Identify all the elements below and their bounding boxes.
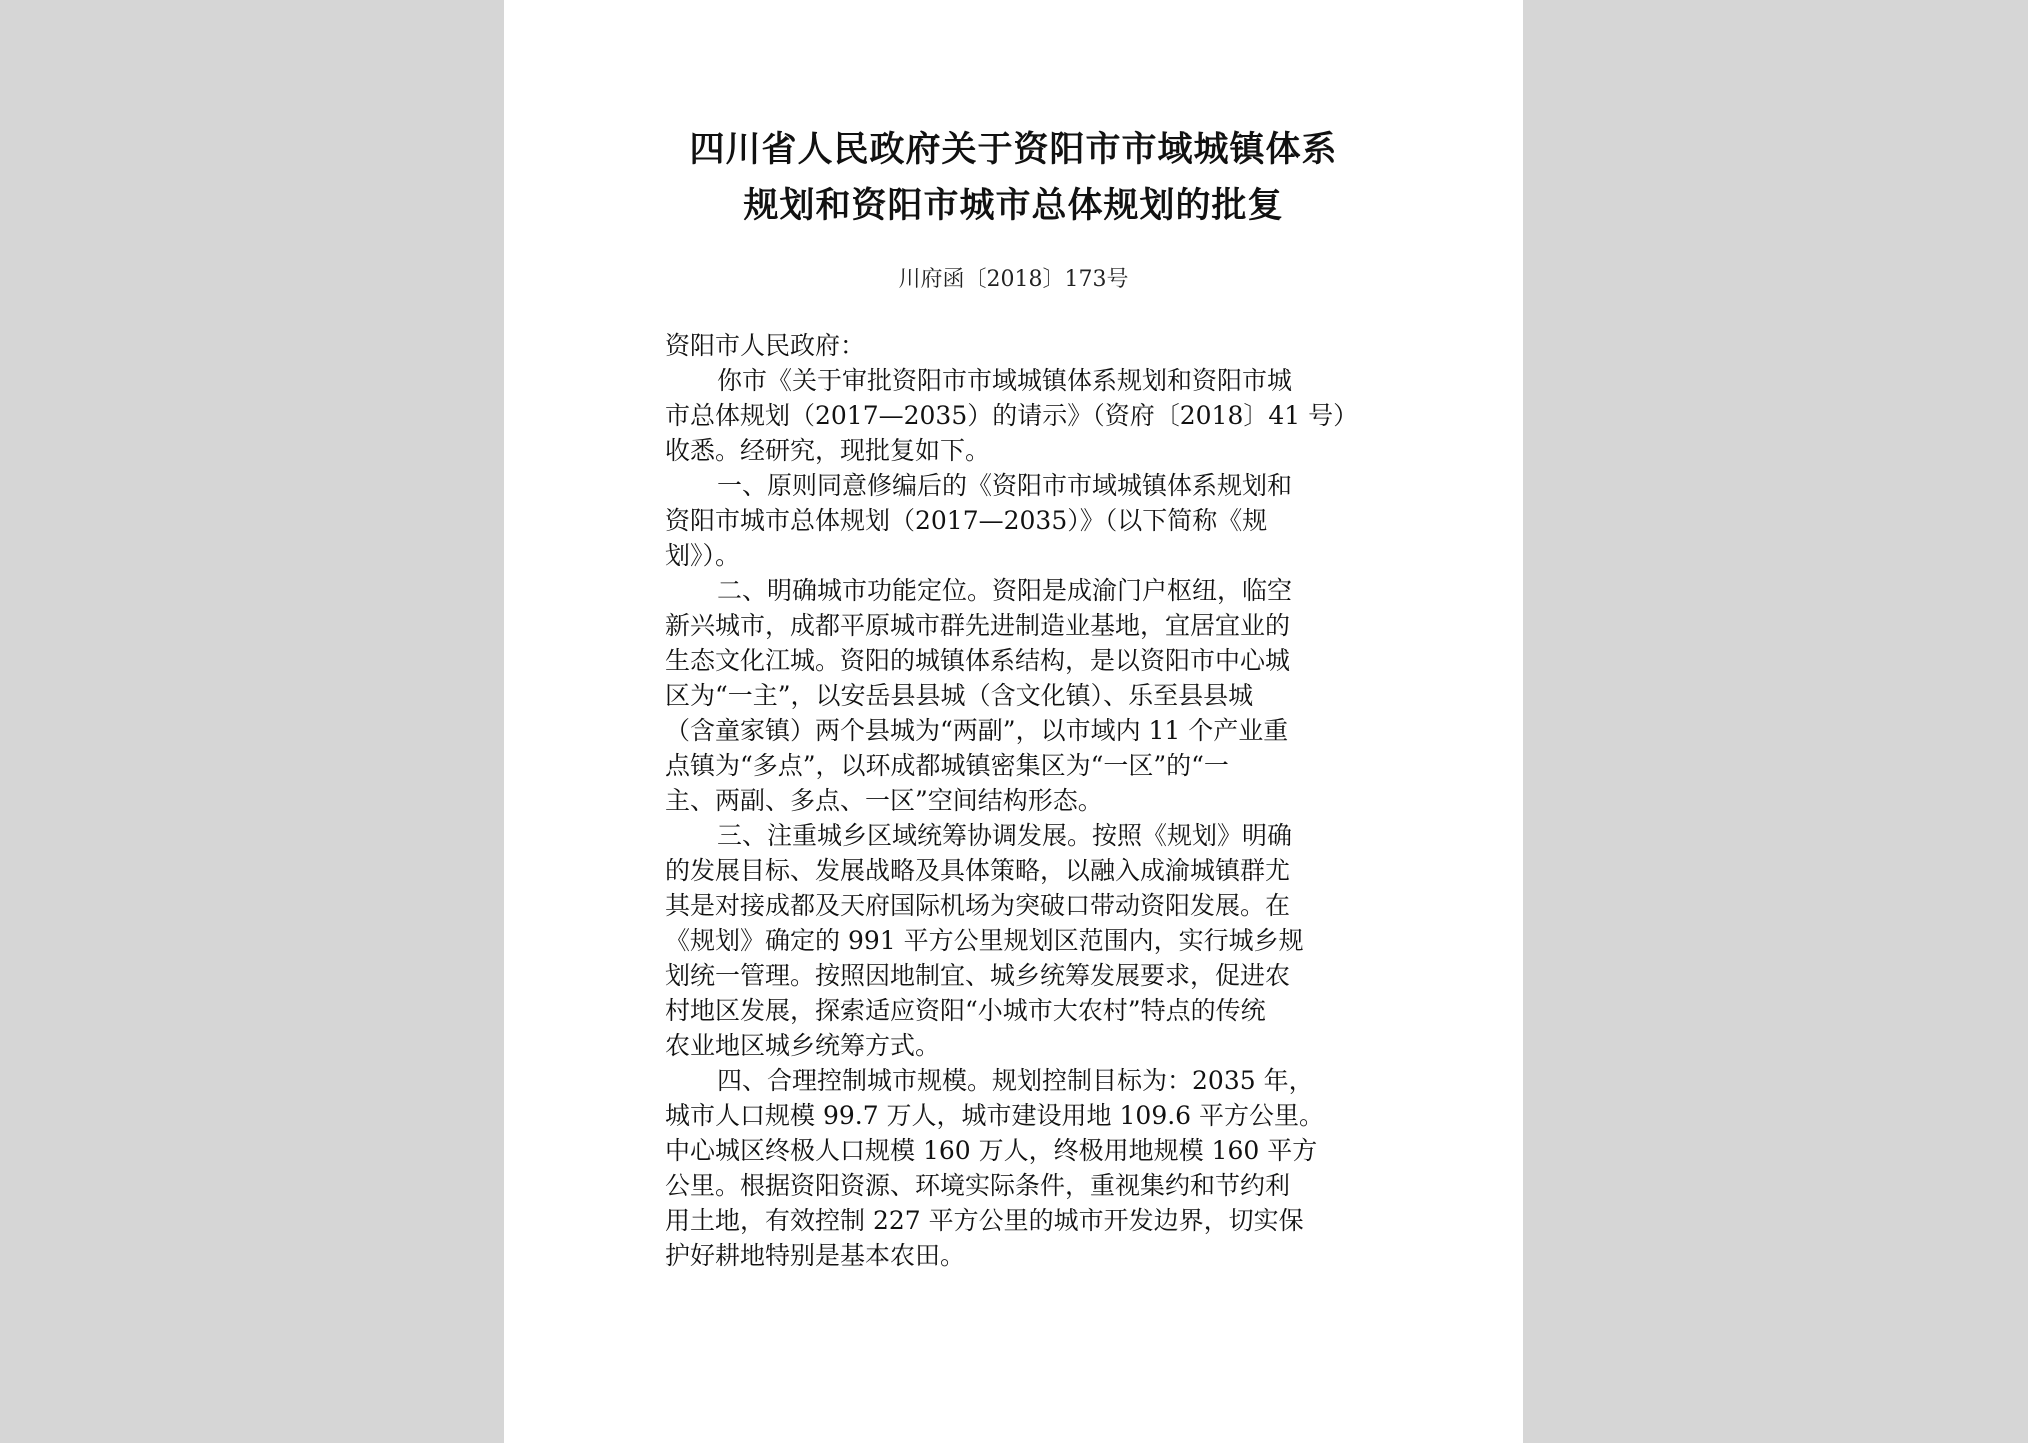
body-text-line: 公里。根据资阳资源、环境实际条件，重视集约和节约利 xyxy=(665,1171,1291,1200)
body-text-line: 资阳市人民政府： xyxy=(665,331,866,360)
body-text-line: 点镇为“多点”，以环成都城镇密集区为“一区”的“一 xyxy=(665,751,1229,780)
body-text-line: 《规划》确定的 991 平方公里规划区范围内，实行城乡规 xyxy=(665,926,1304,955)
body-text-line: 主、两副、多点、一区”空间结构形态。 xyxy=(665,786,1103,815)
body-text-line: 其是对接成都及天府国际机场为突破口带动资阳发展。在 xyxy=(665,891,1291,920)
body-text-line: 生态文化江城。资阳的城镇体系结构，是以资阳市中心城 xyxy=(665,646,1291,675)
document-title-line-2: 规划和资阳市城市总体规划的批复 xyxy=(743,185,1284,226)
document-body xyxy=(665,328,1375,1273)
body-text-line: 你市《关于审批资阳市市域城镇体系规划和资阳市城 xyxy=(717,366,1293,395)
body-text-line: 划统一管理。按照因地制宜、城乡统筹发展要求，促进农 xyxy=(665,961,1291,990)
body-text-line: 收悉。经研究，现批复如下。 xyxy=(665,436,991,465)
body-text-line: 划》）。 xyxy=(665,541,741,570)
body-text-line: 四、合理控制城市规模。规划控制目标为：2035 年， xyxy=(717,1066,1314,1095)
body-text-line: 新兴城市，成都平原城市群先进制造业基地，宜居宜业的 xyxy=(665,611,1291,640)
body-text-line: 村地区发展，探索适应资阳“小城市大农村”特点的传统 xyxy=(665,996,1266,1025)
body-text-line: 农业地区城乡统筹方式。 xyxy=(665,1031,941,1060)
document-page xyxy=(504,0,1523,1443)
document-number: 川府函〔2018〕173号 xyxy=(898,267,1129,292)
document-title-line-1: 四川省人民政府关于资阳市市域城镇体系 xyxy=(689,129,1338,170)
body-text-line: 护好耕地特别是基本农田。 xyxy=(665,1241,966,1270)
body-text-line: 一、原则同意修编后的《资阳市市域城镇体系规划和 xyxy=(717,471,1293,500)
body-text-line: 的发展目标、发展战略及具体策略，以融入成渝城镇群尤 xyxy=(665,856,1291,885)
body-text-line: 城市人口规模 99.7 万人，城市建设用地 109.6 平方公里。 xyxy=(665,1101,1325,1130)
body-text-line: （含童家镇）两个县城为“两副”，以市域内 11 个产业重 xyxy=(665,716,1289,745)
body-text-line: 资阳市城市总体规划（2017—2035）》（以下简称《规 xyxy=(665,506,1268,535)
body-text-line: 二、明确城市功能定位。资阳是成渝门户枢纽，临空 xyxy=(717,576,1293,605)
body-text-line: 区为“一主”，以安岳县县城（含文化镇）、乐至县县城 xyxy=(665,681,1254,710)
body-text-line: 中心城区终极人口规模 160 万人，终极用地规模 160 平方 xyxy=(665,1136,1318,1165)
body-text-line: 市总体规划（2017—2035）的请示》（资府〔2018〕41 号） xyxy=(665,401,1359,430)
body-text-line: 用土地，有效控制 227 平方公里的城市开发边界，切实保 xyxy=(665,1206,1304,1235)
body-text-line: 三、注重城乡区域统筹协调发展。按照《规划》明确 xyxy=(717,821,1293,850)
